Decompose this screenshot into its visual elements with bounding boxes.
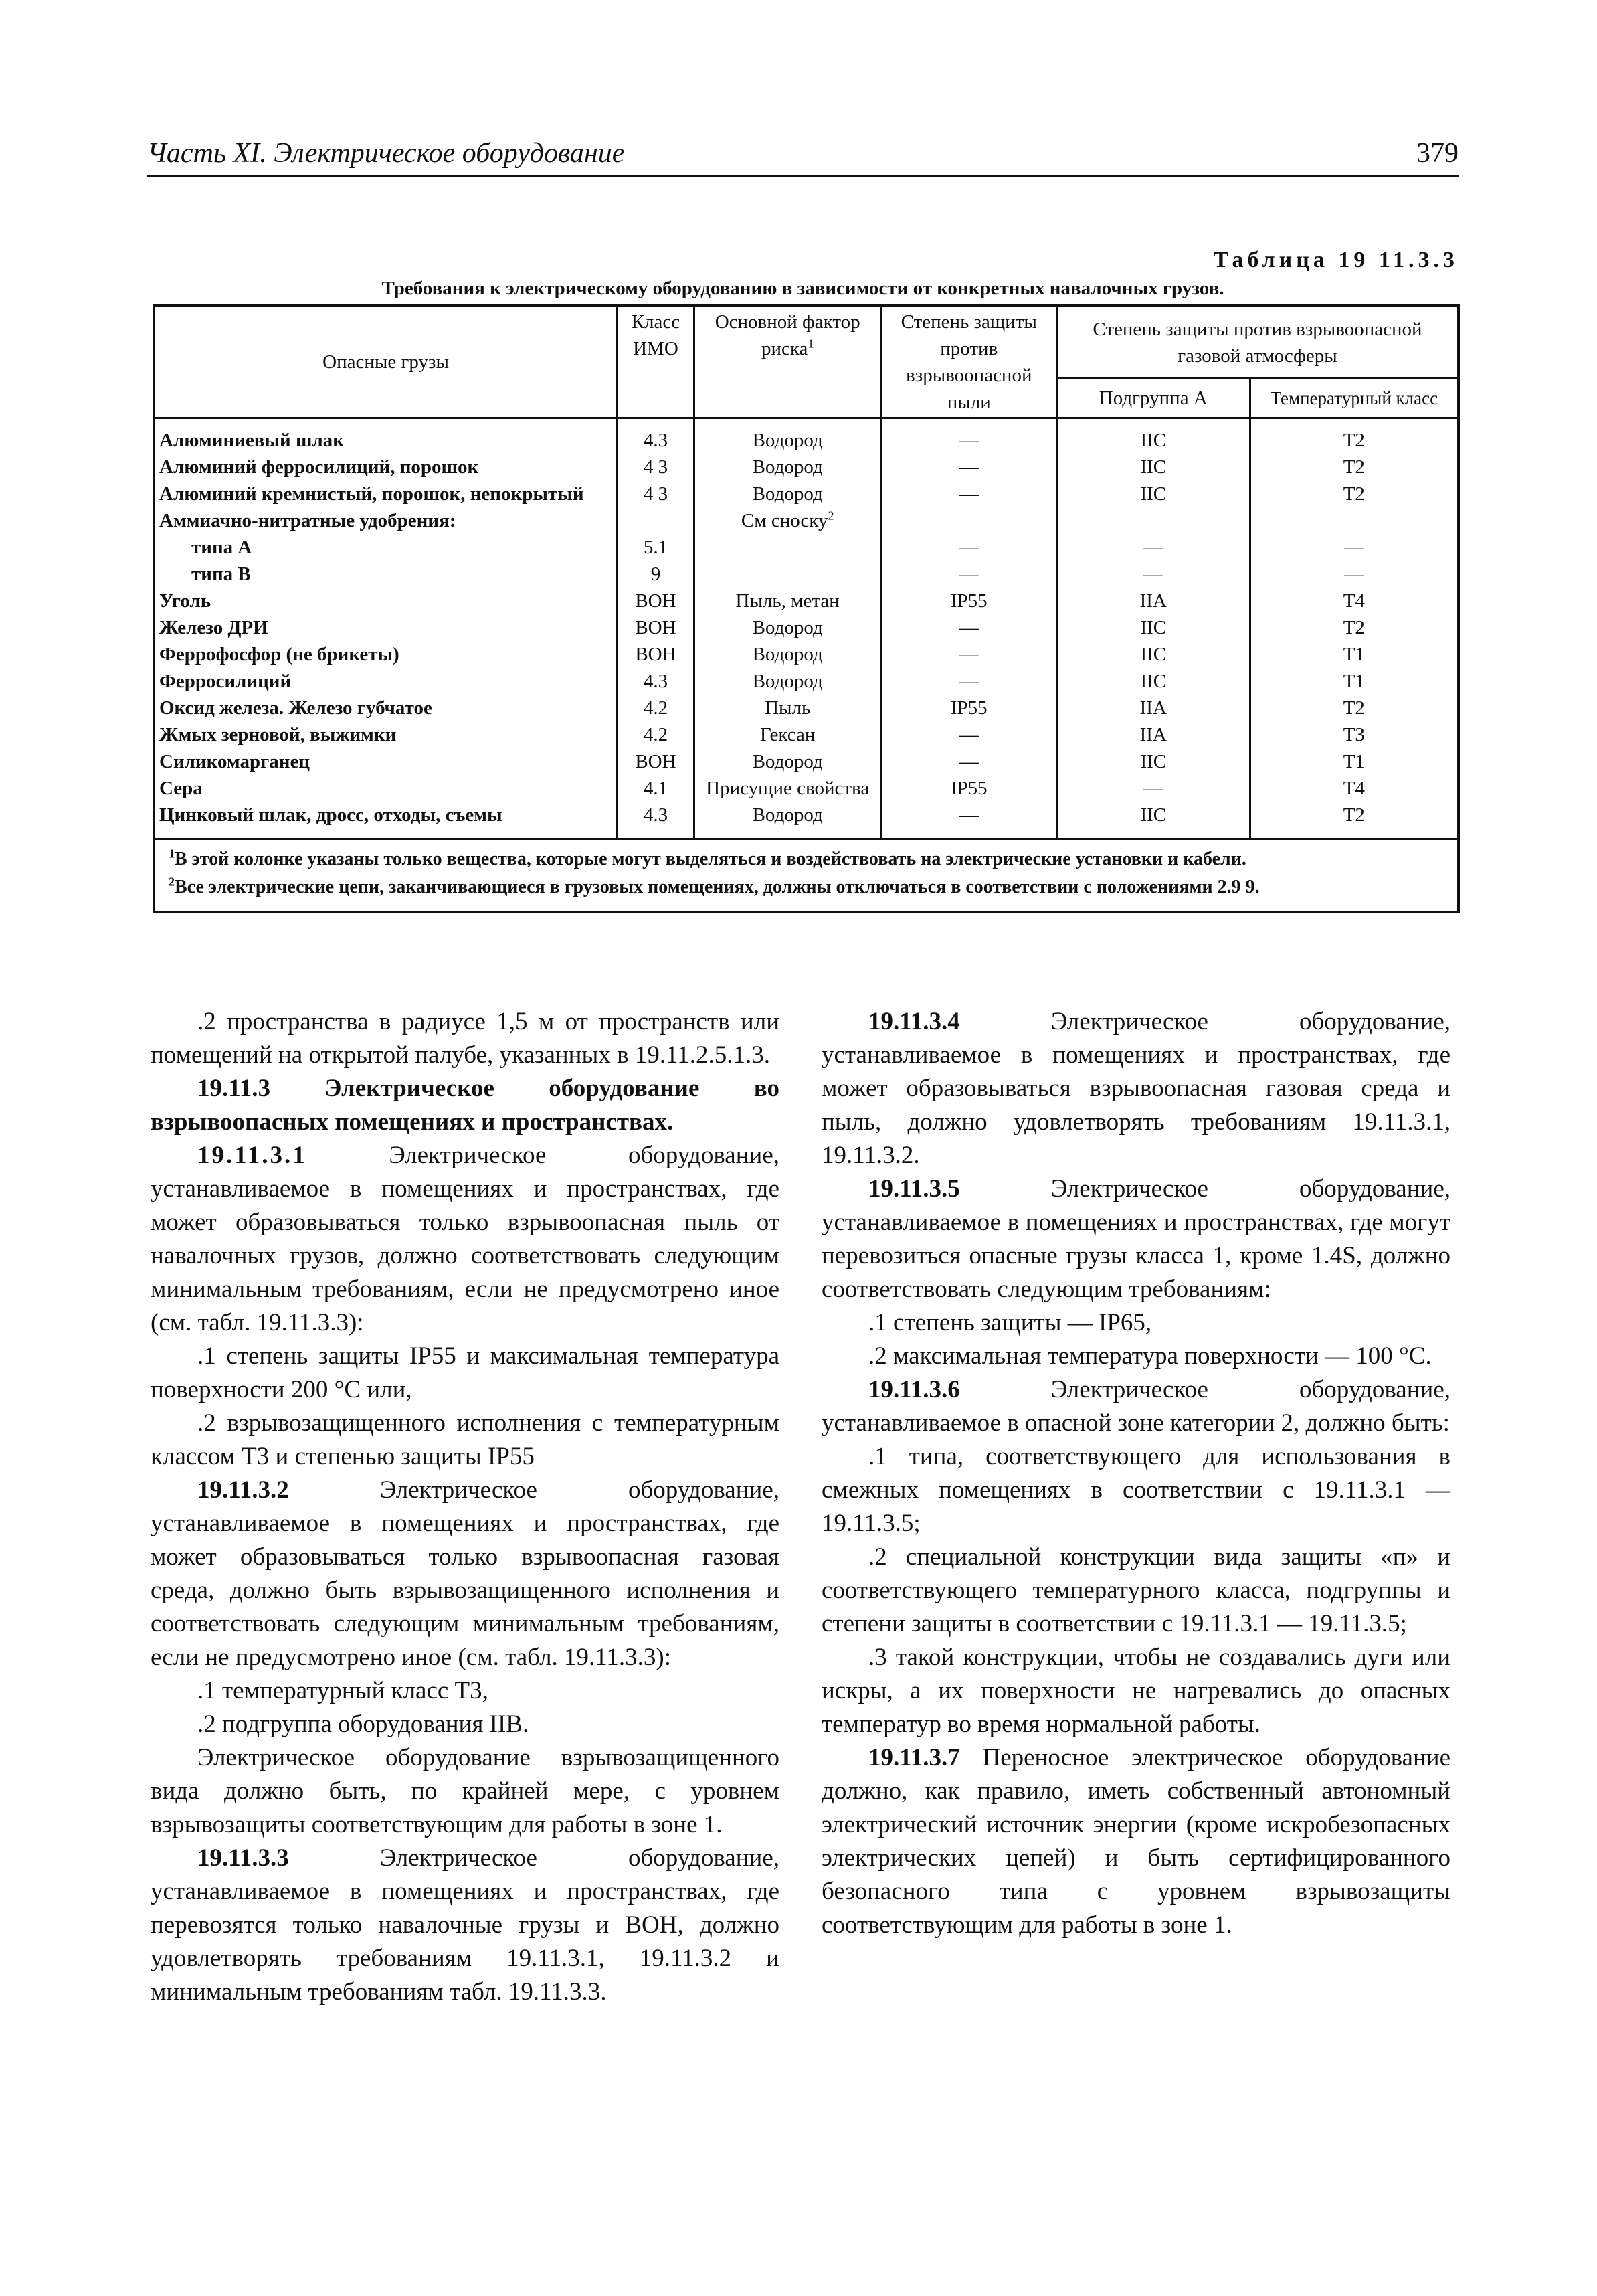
- cell-cargo: Уголь: [154, 588, 618, 614]
- footnote-mark: 1: [808, 337, 814, 351]
- list-item: .3 такой конструкции, чтобы не создавались дуги или искры, а их поверхности не нагревались до опасных температур во время нормальной работы.: [822, 1644, 1450, 1738]
- cell-subgroup: IIC: [1056, 418, 1250, 454]
- list-item: .1 температурный класс Т3,: [197, 1677, 488, 1704]
- table-title: Требования к электрическому оборудованию в зависимости от конкретных навалочных грузов.: [381, 278, 1224, 299]
- cell-imo-class: ВОН: [618, 641, 694, 668]
- cell-imo-class: 4.3: [618, 418, 694, 454]
- cell-imo-class: ВОН: [618, 588, 694, 614]
- header-imo-class: Класс ИМО: [618, 306, 694, 418]
- list-item: .2 взрывозащищенного исполнения с температурным классом Т3 и степенью защиты IP55: [151, 1409, 779, 1470]
- cell-main-risk: Водород: [694, 614, 881, 641]
- cell-cargo: Сера: [154, 775, 618, 802]
- cell-temp-class: T2: [1250, 802, 1459, 839]
- header-subgroup: Подгруппа А: [1056, 379, 1250, 418]
- page-header: [147, 137, 1459, 177]
- cell-imo-class: 4 3: [618, 480, 694, 507]
- paragraph: 19.11.3.7 Переносное электрическое оборудование должно, как правило, иметь собственный автономный электрический источник энергии (кроме искробезопасных электрических цепей) и быть сертифицированного безопасного типа с уровнем взрывозащиты соответствующим для работы в зоне 1.: [822, 1744, 1450, 1939]
- cell-dust-protection: —: [881, 641, 1056, 668]
- right-column: [822, 1005, 1450, 1942]
- header-gas-protection: Степень защиты против взрывоопасной газовой атмосферы: [1056, 306, 1459, 379]
- cell-dust-protection: IP55: [881, 588, 1056, 614]
- table-row: [154, 507, 1459, 534]
- table-row: [154, 775, 1459, 802]
- cell-subgroup: IIC: [1056, 480, 1250, 507]
- cell-dust-protection: —: [881, 721, 1056, 748]
- cell-cargo: Силикомарганец: [154, 748, 618, 775]
- cell-imo-class: ВОН: [618, 748, 694, 775]
- cell-imo-class: 4 3: [618, 454, 694, 480]
- cell-subgroup: —: [1056, 775, 1250, 802]
- header-dust-protection: Степень защиты против взрывоопасной пыли: [881, 306, 1056, 418]
- table-row: [154, 695, 1459, 721]
- cell-dust-protection: —: [881, 534, 1056, 561]
- cell-imo-class: 9: [618, 561, 694, 588]
- header-cargo: Опасные грузы: [154, 306, 618, 418]
- cell-main-risk: Водород: [694, 454, 881, 480]
- cell-temp-class: T1: [1250, 641, 1459, 668]
- paragraph: 19.11.3.4 Электрическое оборудование, устанавливаемое в помещениях и пространствах, где может образовываться взрывоопасная газовая среда и пыль, должно удовлетворять требованиям 19.11.3.1, 19.11.3.2.: [822, 1008, 1450, 1169]
- footnote-1: $^1$В этой колонке указаны только вещества, которые могут выделяться и воздействовать на электрические установки и кабели.: [169, 847, 1246, 869]
- cell-cargo: Ферросилиций: [154, 668, 618, 695]
- cell-dust-protection: IP55: [881, 695, 1056, 721]
- table-row: [154, 480, 1459, 507]
- cell-main-risk: Присущие свойства: [694, 775, 881, 802]
- table-caption: Таблица 19 11.3.3: [1213, 248, 1459, 272]
- cell-temp-class: T2: [1250, 454, 1459, 480]
- cell-imo-class: 4.3: [618, 668, 694, 695]
- cell-dust-protection: —: [881, 561, 1056, 588]
- cell-imo-class: 4.2: [618, 721, 694, 748]
- clause-number: 19.11.3.2: [197, 1476, 289, 1504]
- table-row: [154, 534, 1459, 561]
- page-number: 379: [1416, 138, 1459, 169]
- cell-cargo: типа А: [154, 534, 618, 561]
- paragraph: 19.11.3.3 Электрическое оборудование, устанавливаемое в помещениях и пространствах, где перевозятся только навалочные грузы и ВОН, должно удовлетворять требованиям 19.11.3.1, 19.11.3.2 и минимальным требованиям табл. 19.11.3.3.: [151, 1844, 779, 2006]
- table-row: [154, 641, 1459, 668]
- cell-subgroup: —: [1056, 534, 1250, 561]
- clause-number: 19.11.3.7: [868, 1744, 960, 1771]
- cell-cargo: Цинковый шлак, дросс, отходы, съемы: [154, 802, 618, 839]
- cell-dust-protection: —: [881, 748, 1056, 775]
- cell-imo-class: 5.1: [618, 534, 694, 561]
- cell-temp-class: —: [1250, 534, 1459, 561]
- paragraph: Электрическое оборудование взрывозащищенного вида должно быть, по крайней мере, с уровнем взрывозащиты соответствующим для работы в зоне 1.: [151, 1744, 779, 1838]
- paragraph: 19.11.3.6 Электрическое оборудование, устанавливаемое в опасной зоне категории 2, должно быть:: [822, 1376, 1450, 1437]
- cell-temp-class: T1: [1250, 668, 1459, 695]
- cell-cargo: Алюминиевый шлак: [154, 418, 618, 454]
- cell-main-risk: Водород: [694, 668, 881, 695]
- cell-dust-protection: —: [881, 418, 1056, 454]
- cell-dust-protection: —: [881, 614, 1056, 641]
- cell-temp-class: T4: [1250, 588, 1459, 614]
- table-row: [154, 614, 1459, 641]
- table-row: [154, 668, 1459, 695]
- cell-subgroup: IIC: [1056, 668, 1250, 695]
- cell-main-risk: Пыль, метан: [694, 588, 881, 614]
- cell-subgroup: IIC: [1056, 802, 1250, 839]
- footnote-2: $^2$Все электрические цепи, заканчивающиеся в грузовых помещениях, должны отключаться в соответствии с положениями 2.9 9.: [169, 875, 1260, 897]
- table-row: [154, 561, 1459, 588]
- clause-number: 19.11.3.4: [868, 1008, 960, 1035]
- table-row: [154, 418, 1459, 454]
- paragraph: 19.11.3.1 Электрическое оборудование, устанавливаемое в помещениях и пространствах, где может образовываться только взрывоопасная пыль от навалочных грузов, должно соответствовать следующим минимальным требованиям, если не предусмотрено иное (см. табл. 19.11.3.3):: [151, 1142, 779, 1336]
- footnote-mark: 2: [828, 509, 834, 523]
- cell-temp-class: T4: [1250, 775, 1459, 802]
- cell-temp-class: T2: [1250, 480, 1459, 507]
- cell-temp-class: [1250, 507, 1459, 534]
- cell-temp-class: —: [1250, 561, 1459, 588]
- cell-dust-protection: —: [881, 480, 1056, 507]
- list-item: .2 специальной конструкции вида защиты «п» и соответствующего температурного класса, подгруппы и степени защиты в соответствии с 19.11.3.1 — 19.11.3.5;: [822, 1543, 1450, 1638]
- cell-main-risk: Водород: [694, 480, 881, 507]
- table-row: [154, 748, 1459, 775]
- cell-cargo: Алюминий кремнистый, порошок, непокрытый: [154, 480, 618, 507]
- cell-imo-class: 4.2: [618, 695, 694, 721]
- cell-main-risk: [694, 534, 881, 561]
- table-row: [154, 454, 1459, 480]
- cell-cargo: Аммиачно-нитратные удобрения:: [154, 507, 618, 534]
- cell-imo-class: ВОН: [618, 614, 694, 641]
- cell-subgroup: IIC: [1056, 641, 1250, 668]
- paragraph: 19.11.3.5 Электрическое оборудование, устанавливаемое в помещениях и пространствах, где могут перевозиться опасные грузы класса 1, кроме 1.4S, должно соответствовать следующим требованиям:: [822, 1175, 1450, 1303]
- clause-number: 19.11.3.6: [868, 1376, 960, 1403]
- table-row: [154, 802, 1459, 839]
- cell-subgroup: [1056, 507, 1250, 534]
- cell-main-risk: [694, 561, 881, 588]
- clause-number: 19.11.3.1: [197, 1142, 307, 1169]
- list-item: .1 типа, соответствующего для использования в смежных помещениях в соответствии с 19.11.3.1 — 19.11.3.5;: [822, 1443, 1450, 1537]
- cell-subgroup: IIC: [1056, 454, 1250, 480]
- cell-main-risk: Водород: [694, 802, 881, 839]
- clause-number: 19.11.3.5: [868, 1175, 960, 1203]
- cell-cargo: Железо ДРИ: [154, 614, 618, 641]
- table-footnotes: [154, 839, 1459, 913]
- cell-main-risk: Пыль: [694, 695, 881, 721]
- cell-subgroup: IIA: [1056, 695, 1250, 721]
- cell-subgroup: IIA: [1056, 588, 1250, 614]
- cell-main-risk: Водород: [694, 418, 881, 454]
- cell-main-risk: Водород: [694, 641, 881, 668]
- left-column: [151, 1005, 779, 2009]
- cell-cargo: Феррофосфор (не брикеты): [154, 641, 618, 668]
- cell-dust-protection: —: [881, 454, 1056, 480]
- cell-temp-class: T2: [1250, 418, 1459, 454]
- cell-temp-class: T1: [1250, 748, 1459, 775]
- list-item: .1 степень защиты — IP65,: [868, 1309, 1152, 1336]
- table-body: [154, 418, 1459, 839]
- cell-subgroup: —: [1056, 561, 1250, 588]
- list-item: .2 подгруппа оборудования IIВ.: [197, 1710, 529, 1738]
- cell-imo-class: 4.3: [618, 802, 694, 839]
- header-temp-class: Температурный класс: [1250, 379, 1459, 418]
- cell-temp-class: T2: [1250, 614, 1459, 641]
- cell-dust-protection: [881, 507, 1056, 534]
- table-row: [154, 721, 1459, 748]
- cell-temp-class: T3: [1250, 721, 1459, 748]
- requirements-table: [153, 304, 1460, 913]
- cell-main-risk: Водород: [694, 748, 881, 775]
- cell-imo-class: 4.1: [618, 775, 694, 802]
- section-heading: 19.11.3 Электрическое оборудование во взрывоопасных помещениях и пространствах.: [151, 1075, 779, 1136]
- cell-main-risk: Гексан: [694, 721, 881, 748]
- header-rule: [147, 175, 1459, 177]
- cell-dust-protection: —: [881, 802, 1056, 839]
- cell-cargo: типа В: [154, 561, 618, 588]
- cell-cargo: Жмых зерновой, выжимки: [154, 721, 618, 748]
- section-title: Часть XI. Электрическое оборудование: [147, 138, 625, 169]
- cell-cargo: Алюминий ферросилиций, порошок: [154, 454, 618, 480]
- cell-subgroup: IIC: [1056, 748, 1250, 775]
- list-item: .2 максимальная температура поверхности — 100 °С.: [868, 1342, 1432, 1370]
- table-row: [154, 588, 1459, 614]
- list-item: .1 степень защиты IP55 и максимальная температура поверхности 200 °С или,: [151, 1342, 779, 1403]
- cell-dust-protection: IP55: [881, 775, 1056, 802]
- clause-number: 19.11.3.3: [197, 1844, 289, 1872]
- paragraph: 19.11.3.2 Электрическое оборудование, устанавливаемое в помещениях и пространствах, где может образовываться только взрывоопасная газовая среда, должно быть взрывозащищенного исполнения и соответствовать следующим минимальным требованиям, если не предусмотрено иное (см. табл. 19.11.3.3):: [151, 1476, 779, 1671]
- cell-subgroup: IIA: [1056, 721, 1250, 748]
- header-main-risk-label: Основной фактор риска: [715, 311, 860, 359]
- cell-cargo: Оксид железа. Железо губчатое: [154, 695, 618, 721]
- cell-dust-protection: —: [881, 668, 1056, 695]
- header-main-risk: [694, 306, 881, 418]
- cell-imo-class: [618, 507, 694, 534]
- cell-temp-class: T2: [1250, 695, 1459, 721]
- cell-main-risk: См сноску$^2$: [694, 507, 881, 534]
- paragraph: .2 пространства в радиусе 1,5 м от пространств или помещений на открытой палубе, указанных в 19.11.2.5.1.3.: [151, 1008, 779, 1069]
- cell-subgroup: IIC: [1056, 614, 1250, 641]
